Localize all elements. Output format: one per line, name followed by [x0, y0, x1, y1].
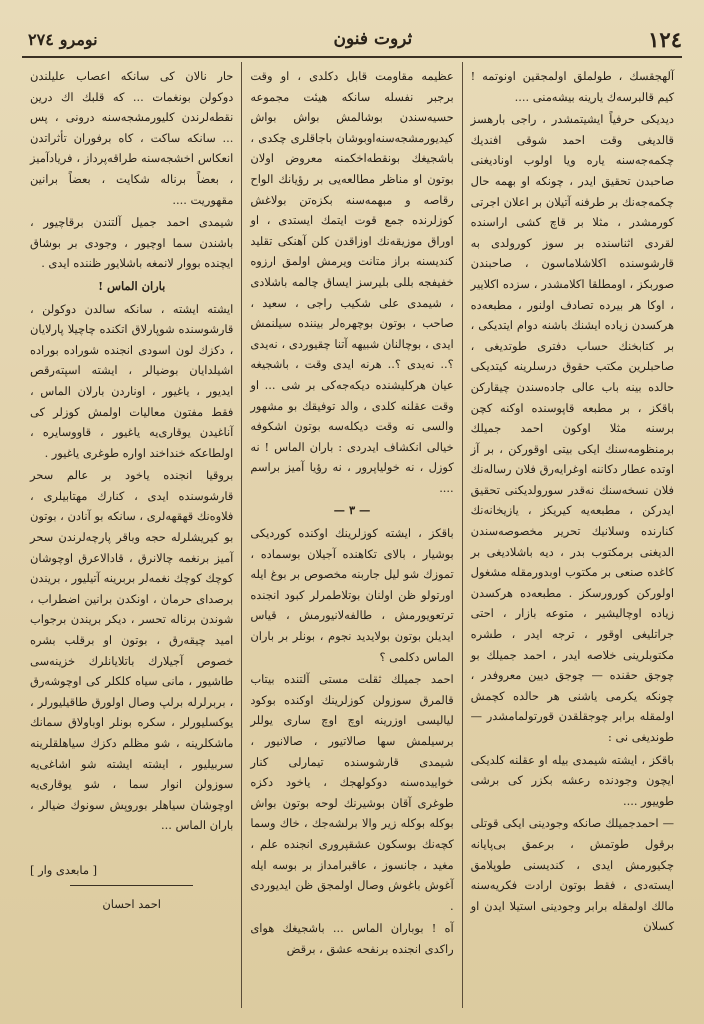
paragraph: باقکز ، ایشته شیمدی بیله او عقلنه کلدیکی ایچون وجودنده رعشه بکزر کی برشی طوییور .... [470, 752, 674, 808]
section-mark: — ٣ — [333, 503, 371, 518]
continued-note: [ مابعدی وار ] [30, 862, 98, 877]
subheading: باران الماس ! [98, 278, 166, 293]
paragraph: بروقیا انجنده یاخود بر عالم سحر قارشوسنده ایدی ، کنارك مهتابیلری ، فلاوه‌نك قهقهه‌لری ، سانکه بو آنادن ، بوتون بو کیریشلرله حجه وباقر پارچه‌لرندن سحر آمیز برنغمه چالانرق ، قادالاعرق اوچوشان کوچك کوچك نغمه‌لر بربرینه آتیلیور ، بریندن برصدای حرمان ، اونکدن برانین اضطراب ، شوندن برناله تحسر ، دیکر بریندن برجواب امید چیقه‌رق ، بوتون او برقلب بشره خصوص آجیلارك باتلایانلرك خزینه‌سی طاشیور ، مانی سیاه کلکلر کی اوچوشه‌رق ، بربرلرله برلپ وصال اولورق طاقیلیورلر ، یوکسلیورلر ، سکره بونلر اوباولاق سمانك ماشکلرینه ، شو مظلم دکزك سیاهلقلرینه سربیلیور ، ایشته ایشته شو اشاغی‌یه سوزولن انوار سما ، شو یوقاری‌یه اوچوشان سیاهلر بوروپش سونوك ضیالر ، باران الماس ... [30, 468, 234, 833]
paragraph: شیمدی احمد جمیل آلتندن برقاچیور ، باشندن سما اوچیور ، وجودی بر بوشاق ایچنده بووار لانمغه باشلایور ظننده ایدی . [30, 215, 234, 271]
page-header [22, 22, 682, 58]
paragraph: حار نالان کی سانکه اعصاب علیلندن دوکولن بونغمات ... که قلبك اك درین نقطه‌لرندن کلیورمشجه‌سنه درونی ، پس ... سانکه ساکت ، کاه برفوران تأثراتدن انعکاس اخشجه‌سنه طراقه‌پرداز ، فریادآمیز ، بعضاً برناله شکایت ، بعضاً برانین مقهوریت .... [30, 69, 234, 207]
journal-title: ثروت فنون [333, 29, 413, 49]
divider [70, 885, 193, 886]
column-left [22, 62, 242, 1008]
paragraph: ایشته ایشته ، سانکه سالدن دوکولن ، قارشوسنده شوپارلاق اتکنده چاچیلا پارلایان ، دکزك لون اسودی انجنده شوراده بوراده اشیلدایان بوضیالر ، ایشته اسپته‌رقص ایدیور ، یاغیور ، اوناردن بارلان الماس ، فقط مفتون معالیات اولمش کوزلر کی آناغیدن یوقاری‌یه یاغیور ، قاووسایره ، اولطاعکه خنداخند اواره طوغری یاغیور . [30, 301, 234, 460]
paragraph: آلهجقسك ، طولملق اولمجقين اونوتمه ! كيم قالبرسه‌ك يارينه بيشه‌منی .... [470, 69, 674, 104]
paragraph: احمد جمیلك ثقلت مستی آلتنده بیتاب قالمرق سوزولن کوزلرینك اوکنده بوکود لیالیسی اوزرینه اوچ اوچ ساری یوللر برسیلمش سها صالاتیور ، صالانیور ، شیمدی قارشوسنده تیمارلی کنار خواییده‌سنه دوکولهجك ، یاخود دکزه طوغری آقان بوشیرنك لوحه بوتون بواش بوکله بوکله زیر والا برلشه‌جك ، خاك وسما کچه‌نك بوسکون عشقپروری انجنده علم ، مغید ، جانسوز ، عاقبرامداز بر بوسه ایله آغوش باغوش وصال اولمجق ظن ایدیوردی . [250, 672, 454, 913]
author-signature: احمد احسان [102, 896, 161, 911]
column-middle [242, 62, 462, 1008]
issue-number: ٢٧٤ [28, 29, 54, 49]
paragraph: باقکز ، ایشته کوزلرینك اوکنده کوردیکی بوشیار ، بالای تکاهنده آجیلان بوسماده ، تموزك شو لیل جاربنه مخصوص بر بوغ ایله اورتولو ظن اولنان بوتلاطمرلر کبود انجنده ترتعویورمش ، طالفه‌لانیورمش ، قیاس ایدیلن بوتون بولایدید نجوم ، بونلر بر باران الماس دکلمی ؟ [250, 526, 454, 664]
column-right [463, 62, 682, 1008]
issue-label-group [22, 30, 98, 49]
paragraph: ديدیکی حرفیاً ایشیتمشدر ، راجی بارهسز قالديغی وقت احمد شوقی افنديك چکمه‌جه‌سنه یاره ویا اولوب اونادیغنی صاحبدن تحقیق ایدر ، چونکه او بهمه حال چکمه‌جه‌نك بر طرفنه آتیلان بر اعلان اجرتی کورمشدر ، مثلا بر قاچ کشی اراسنده لقردی اثناسنده بر سوز کورولدی به قارشوسنده اکلاشلاماسون ، صاحبندن صوربكز ، اومطلقا اكلامشدر ، سزده اكلايير ، اوکا هر بیرده تصادف اولنور ، مطبعه‌ده هرکسدن زیاده ایشنك باشنه دوام ایتدیکی ، بر کتابخنك حساب دفتری طوتدیغی ، صاحبلرین مکتب حقوق درسلرینه کیتدیکی حالده بینه باب عالی جاده‌سندن چیقارکن باقکز ، بر مطبعه قاپوسنده اوکنه کچن برسنه مثلا اوکون احمد جمیلك برمنظومه‌سنك ایکی بیتی اوقورکن ، بر آز اوتده عطار دکاننه اوغرایه‌رق فلان رساله‌نك فلان نسخه‌سنك نه‌قدر سورولدیکنی تحقیق ایدرکن ، مطبعه‌یه کیریکز ، یازیخانه‌نك کنارنده وسلانیك تحریر مخصوصه‌سندن الدیغنی برمکتوب بدر ، دیه باشلادیغی بر کاغده صنعی بر مکتوب اوبدورمقله مشغول اولورکن کورورسکز . مطبعه‌ده هرکسدن زیاده اوچالیشیر ، متوعه بازار ، احتی جراتلیغی اوقور ، ترجه ایدر ، طشره مکتوبلرینی خلاصه ایدر ، احمد جمیلك بو چوجق حقنده — چوجق دیین معروفدر ، چونکه یکرمی یاشنی هر حالده کچمش اولمقله برابر چوجقلقدن قورتولمامشدر — طوندیغی نی : [470, 112, 674, 744]
page-number: ١٢٤ [648, 26, 682, 52]
issue-label: نومرو [59, 29, 98, 49]
paragraph: عظیمه مقاومت قابل دکلدی ، او وقت برجبر نفسله سانکه هیئت مجموعه حسیه‌سندن بوشالمش بواش بواش کیدیورمشجه‌سنه‌اوبوشان باجاقلری چکدی ، باشجیغك بونقطه‌اخکمنه معروض اولان بوتون او مناظر مطالعه‌یی بر رؤیانك الواح رقاصه و مبهمه‌سنه بکزه‌تن بولاغش کوزلرنده جمع قوت ایتمك ایستدی ، او اوراق موزیقه‌نك اوزاقدن کلن آهنکی تقلید کندیسنه براز متانت ویرمش اولمق ارزوه خفیفجه بللی بلیرسز ایساق چالمه باشلادی ، شیمدی علی شکیب راجی ، سعید ، صاحب ، بوتون بوچهره‌لر بیننده سیلنمش ایدی ، بوچالنان شبیهه آتنا چقیوردی ، نه‌یدی ؟.. نه‌یدی ؟.. هرنه ایدی وقت ، باشجیغه عیان هرکلیشنده دیکه‌جه‌کی بر شی ... او وقت عقلنه کلدی ، والد توفیقك بو مشهور والسی نه وقت دیکله‌سه بوتون اشکوفه خیالی انکشاف ایدردی : باران الماس ! نه کوزل ، نه خولیاپرور ، نه رؤیا آمیز براسم .... [250, 69, 454, 495]
paragraph: — احمدجمیلك صانکه وجودینی ایکی قوتلی برقول طوتمش ، برعمق بی‌پایانه چکیورمش ایدی ، کندیسنی طوپلامق ایسته‌دی ، فقط بوتون ارادت فکریه‌سنه مالك اولمقله برابر وجودینی استیلا ایدن او کسلان [470, 816, 674, 934]
text-columns [22, 62, 682, 1008]
paragraph: آه ! بوباران الماس ... باشجیغك هوای راکدی انجنده برنفحه عشق ، برقض [250, 921, 454, 956]
